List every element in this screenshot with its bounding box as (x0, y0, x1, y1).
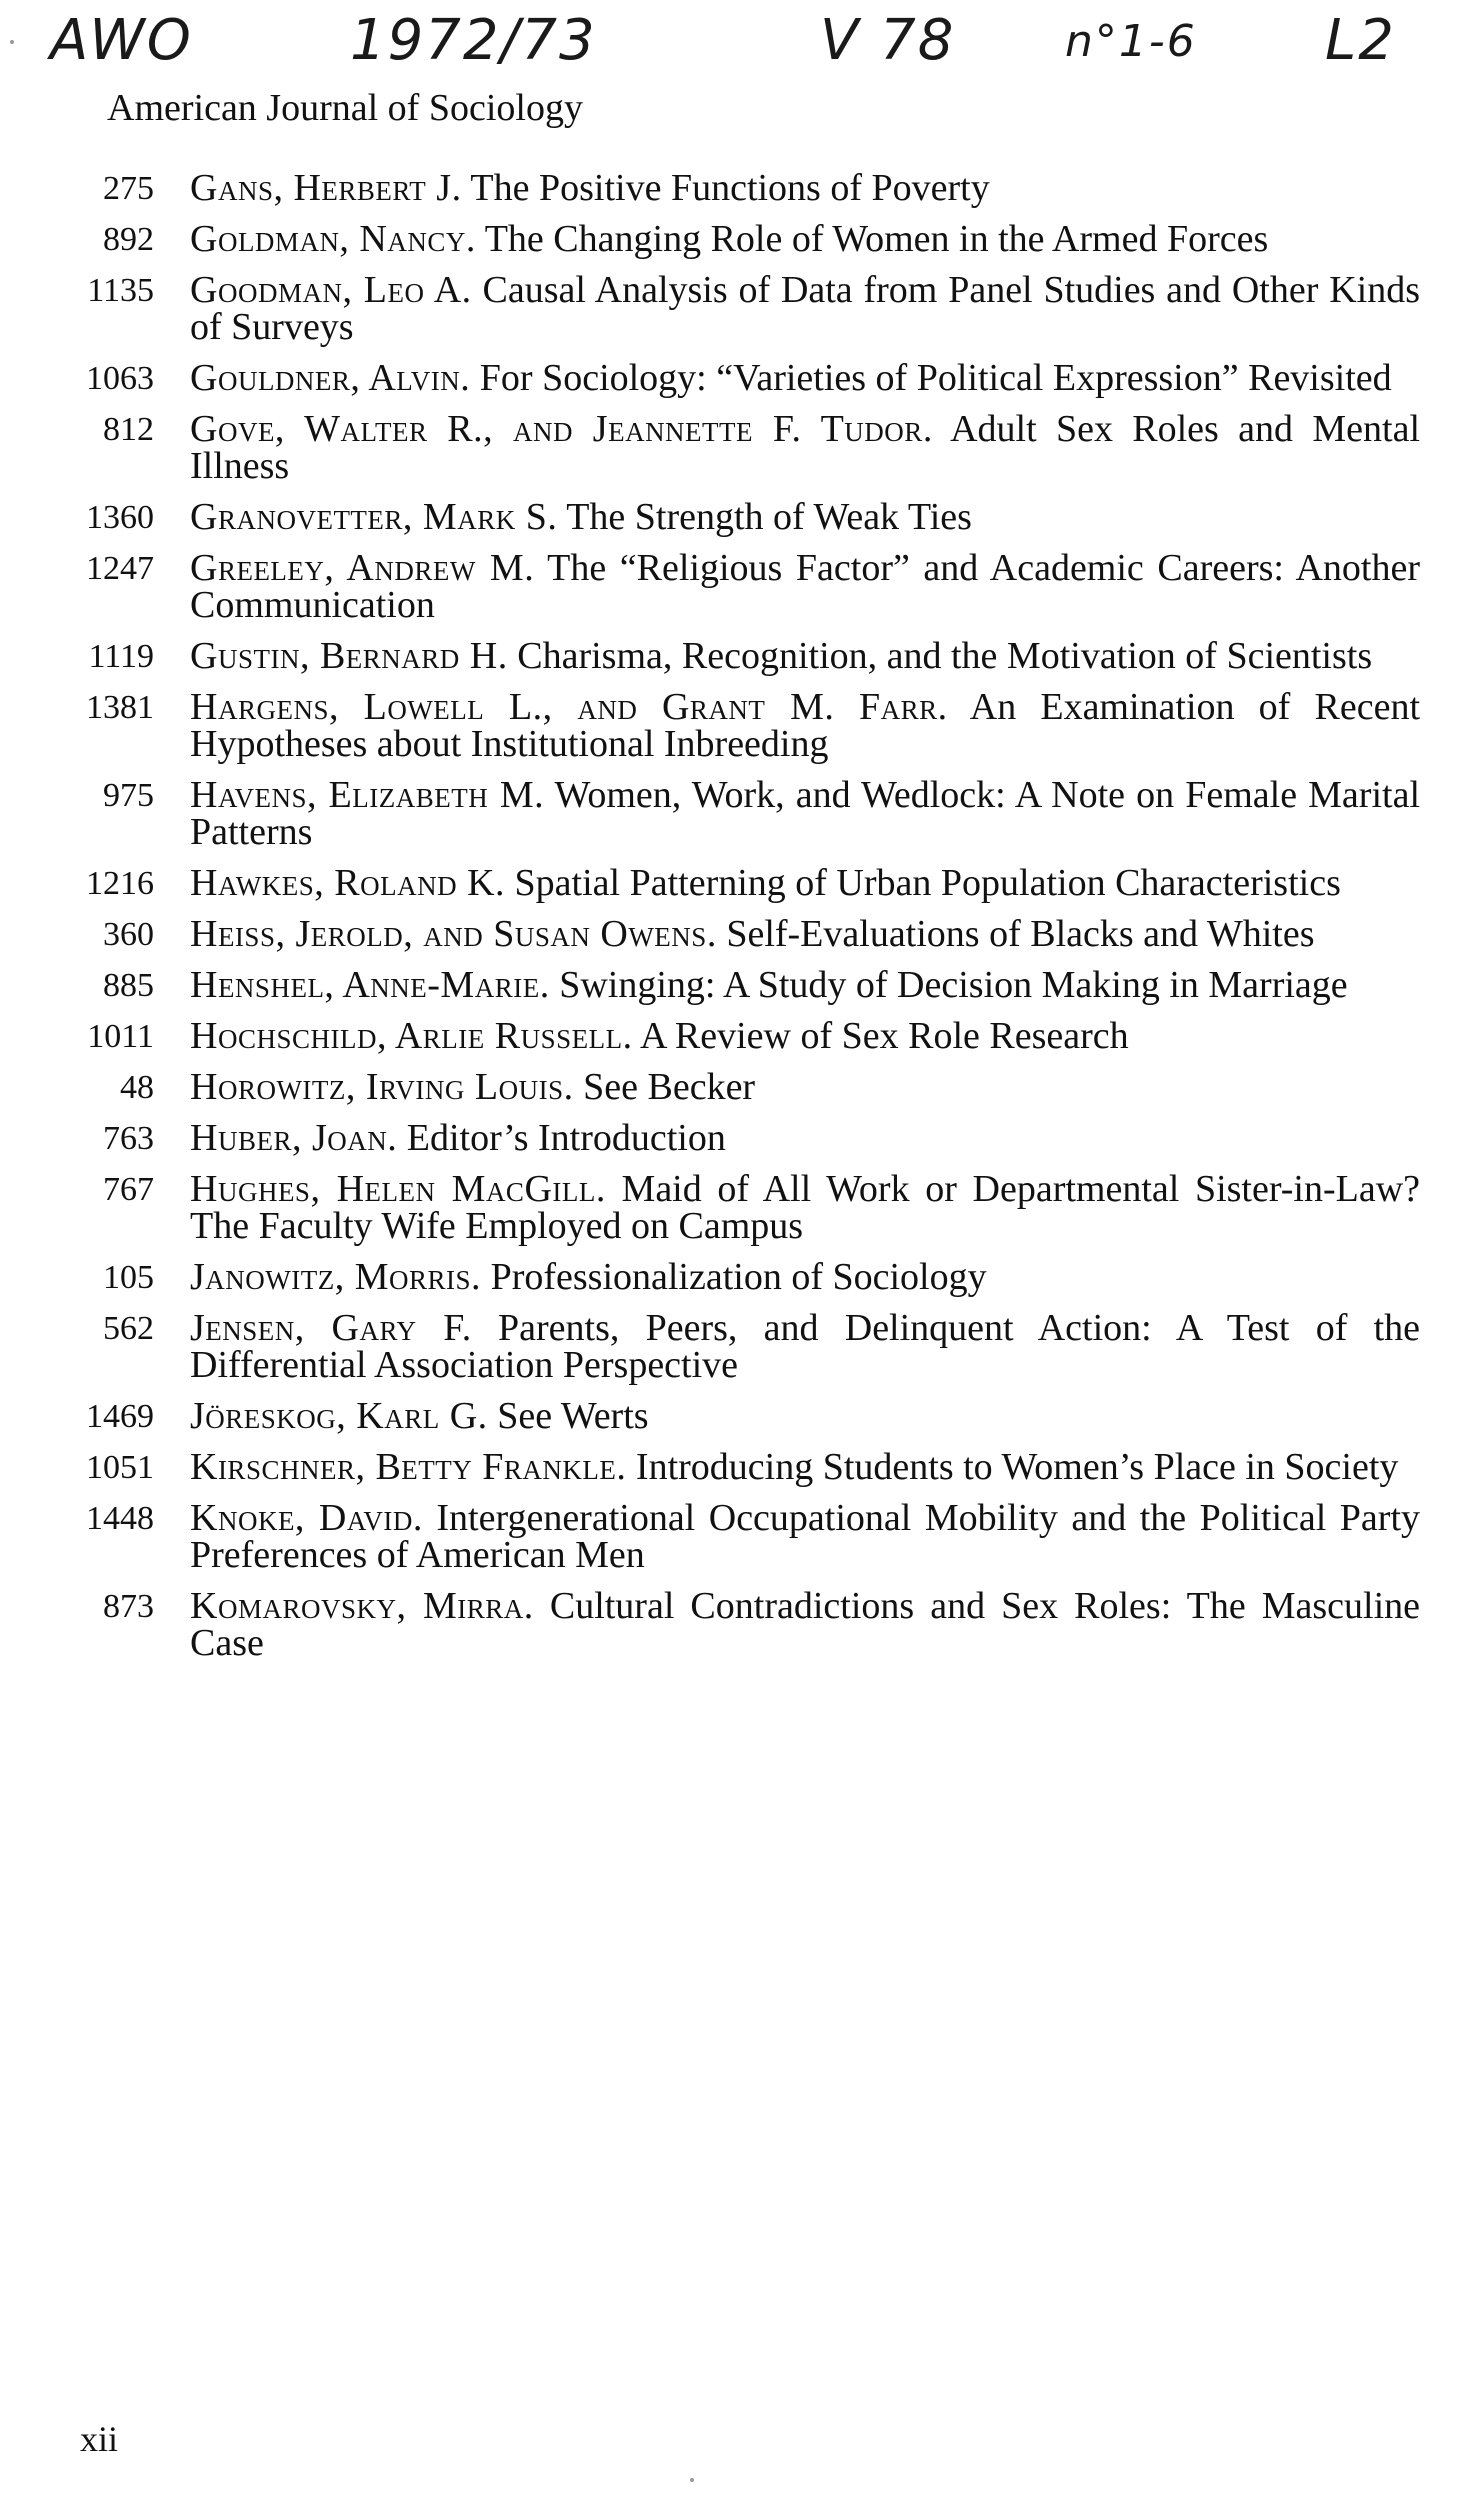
entry-page-number: 873 (103, 1588, 154, 1625)
entry-title: Professionalization of Sociology (490, 1256, 987, 1298)
handwritten-note: n°1-6 (1065, 16, 1197, 67)
entry-page-number: 1063 (86, 360, 154, 397)
entry-page-number: 1135 (87, 272, 154, 309)
entry-author: Heiss, Jerold, and Susan Owens. (190, 913, 717, 955)
index-entry (60, 1446, 1420, 1488)
index-entry (60, 774, 1420, 853)
entry-citation (190, 686, 1421, 765)
entry-title: Causal Analysis of Data from Panel Studies and Other Kinds of Surveys (190, 269, 1420, 348)
page-number: xii (80, 2419, 119, 2459)
entry-author: Hughes, Helen MacGill. (190, 1168, 606, 1210)
entry-page-number: 892 (103, 221, 154, 258)
index-entry (60, 357, 1420, 399)
entry-citation (190, 964, 1420, 1006)
entry-page-number: 48 (120, 1069, 154, 1106)
entry-citation (190, 1015, 1420, 1057)
entry-title: A Review of Sex Role Research (640, 1015, 1129, 1057)
entry-citation (190, 167, 1420, 209)
entry-page-number: 1011 (87, 1018, 154, 1055)
entry-title: Editor’s Introduction (406, 1117, 726, 1159)
entry-title: The “Religious Factor” and Academic Careers: Another Communication (190, 547, 1420, 626)
entry-title: Parents, Peers, and Delinquent Action: A Test of the Differential Association Perspective (190, 1307, 1421, 1386)
entry-author: Goldman, Nancy. (190, 218, 476, 260)
entry-title: Intergenerational Occupational Mobility and the Political Party Preferences of American Men (190, 1497, 1421, 1576)
running-head-journal-title: American Journal of Sociology (107, 87, 583, 129)
entry-title: Swinging: A Study of Decision Making in Marriage (559, 964, 1348, 1006)
entry-page-number: 812 (103, 411, 154, 448)
index-entry (60, 686, 1421, 765)
entry-author: Jensen, Gary F. (190, 1307, 472, 1349)
entry-citation (190, 408, 1421, 487)
index-entry (60, 1066, 1420, 1108)
entry-page-number: 1051 (86, 1449, 154, 1486)
entry-page-number: 275 (103, 170, 154, 207)
index-entry (60, 408, 1421, 487)
entry-title: Adult Sex Roles and Mental Illness (190, 408, 1421, 487)
entry-page-number: 885 (103, 967, 154, 1004)
entry-page-number: 1381 (86, 689, 154, 726)
entry-page-number: 562 (103, 1310, 154, 1347)
index-entry (60, 547, 1420, 626)
entry-page-number: 105 (103, 1259, 154, 1296)
index-entry (60, 1256, 1420, 1298)
entry-title: The Strength of Weak Ties (566, 496, 972, 538)
index-entry (60, 269, 1420, 348)
entry-page-number: 763 (103, 1120, 154, 1157)
handwritten-note: V 78 (820, 8, 956, 73)
index-entry (60, 167, 1420, 209)
entry-citation (190, 1395, 1420, 1437)
entry-author: Horowitz, Irving Louis. (190, 1066, 574, 1108)
entry-title: Introducing Students to Women’s Place in Society (635, 1446, 1399, 1488)
entry-title: The Changing Role of Women in the Armed Forces (484, 218, 1269, 260)
entry-author: Greeley, Andrew M. (190, 547, 535, 589)
entry-page-number: 767 (103, 1171, 154, 1208)
entry-author: Havens, Elizabeth M. (190, 774, 545, 816)
entry-citation (190, 269, 1420, 348)
entry-author: Hochschild, Arlie Russell. (190, 1015, 633, 1057)
handwritten-note: AWO (50, 8, 193, 73)
index-entry (60, 1307, 1421, 1386)
entry-citation (190, 1066, 1420, 1108)
entry-author: Goodman, Leo A. (190, 269, 472, 311)
handwritten-note: 1972/73 (350, 8, 597, 73)
entry-author: Huber, Joan. (190, 1117, 398, 1159)
entry-title: Self-Evaluations of Blacks and Whites (726, 913, 1315, 955)
entry-page-number: 1119 (88, 638, 154, 675)
entry-title: The Positive Functions of Poverty (470, 167, 990, 209)
entry-author: Hargens, Lowell L., and Grant M. Farr. (190, 686, 948, 728)
entry-author: Gans, Herbert J. (190, 167, 462, 209)
index-entry (60, 1497, 1421, 1576)
entry-title: See Becker (583, 1066, 756, 1108)
entry-author: Henshel, Anne-Marie. (190, 964, 550, 1006)
entry-citation (190, 1117, 1420, 1159)
entry-citation (190, 1497, 1421, 1576)
entry-title: An Examination of Recent Hypotheses about Institutional Inbreeding (190, 686, 1421, 765)
entry-author: Gouldner, Alvin. (190, 357, 471, 399)
entry-author: Hawkes, Roland K. (190, 862, 506, 904)
entry-author: Komarovsky, Mirra. (190, 1585, 534, 1627)
entry-citation (190, 218, 1420, 260)
entry-title: Cultural Contradictions and Sex Roles: The Masculine Case (190, 1585, 1421, 1664)
entry-page-number: 1247 (86, 550, 154, 587)
scan-speck (690, 2478, 694, 2482)
entry-author: Knoke, David. (190, 1497, 423, 1539)
entry-title: For Sociology: “Varieties of Political Expression” Revisited (479, 357, 1392, 399)
entry-author: Gove, Walter R., and Jeannette F. Tudor. (190, 408, 933, 450)
author-index-list (60, 167, 1421, 1676)
entry-author: Jöreskog, Karl G. (190, 1395, 488, 1437)
entry-title: Maid of All Work or Departmental Sister-in-Law? The Faculty Wife Employed on Campus (190, 1168, 1420, 1247)
index-entry (60, 496, 1420, 538)
index-entry (60, 635, 1420, 677)
entry-citation (190, 1307, 1421, 1386)
entry-citation (190, 774, 1420, 853)
entry-page-number: 1216 (86, 865, 154, 902)
entry-title: Charisma, Recognition, and the Motivation of Scientists (517, 635, 1373, 677)
entry-page-number: 1469 (86, 1398, 154, 1435)
entry-citation (190, 635, 1420, 677)
index-entry (60, 1015, 1420, 1057)
entry-page-number: 975 (103, 777, 154, 814)
entry-citation (190, 496, 1420, 538)
handwritten-annotation (50, 8, 1450, 88)
index-entry (60, 218, 1420, 260)
entry-citation (190, 1446, 1420, 1488)
scan-speck (10, 40, 14, 44)
entry-citation (190, 547, 1420, 626)
handwritten-note: L2 (1325, 8, 1396, 73)
entry-author: Janowitz, Morris. (190, 1256, 482, 1298)
index-entry (60, 964, 1420, 1006)
index-entry (60, 1168, 1420, 1247)
entry-citation (190, 1256, 1420, 1298)
entry-citation (190, 1168, 1420, 1247)
index-entry (60, 913, 1420, 955)
entry-title: Spatial Patterning of Urban Population Characteristics (514, 862, 1341, 904)
entry-citation (190, 1585, 1421, 1664)
entry-author: Kirschner, Betty Frankle. (190, 1446, 627, 1488)
entry-page-number: 1448 (86, 1500, 154, 1537)
entry-citation (190, 862, 1420, 904)
entry-citation (190, 913, 1420, 955)
entry-citation (190, 357, 1420, 399)
entry-page-number: 1360 (86, 499, 154, 536)
index-entry (60, 862, 1420, 904)
entry-title: Women, Work, and Wedlock: A Note on Female Marital Patterns (190, 774, 1420, 853)
entry-page-number: 360 (103, 916, 154, 953)
index-entry (60, 1117, 1420, 1159)
entry-author: Gustin, Bernard H. (190, 635, 508, 677)
index-entry (60, 1585, 1421, 1664)
entry-title: See Werts (497, 1395, 649, 1437)
index-entry (60, 1395, 1420, 1437)
entry-author: Granovetter, Mark S. (190, 496, 558, 538)
